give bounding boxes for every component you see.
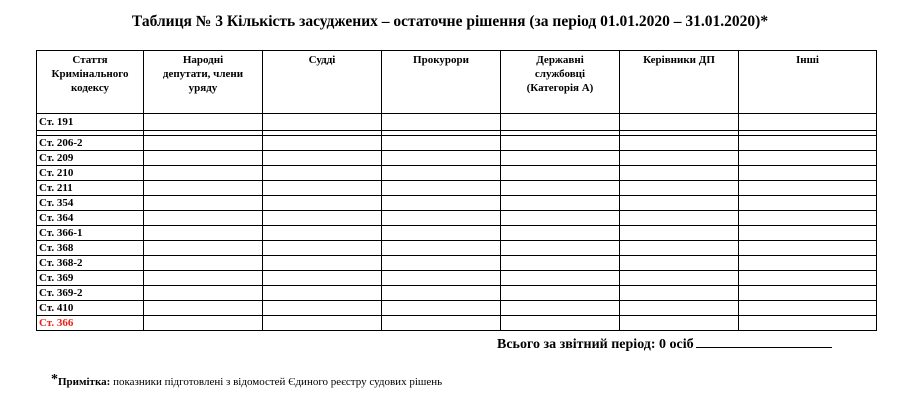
article-cell: Ст. 369 [37, 271, 144, 286]
value-cell [382, 241, 501, 256]
value-cell [620, 241, 739, 256]
value-cell [263, 241, 382, 256]
column-header [37, 51, 144, 114]
value-cell [263, 286, 382, 301]
value-cell [144, 271, 263, 286]
article-cell: Ст. 354 [37, 196, 144, 211]
value-cell [739, 181, 877, 196]
table-header [37, 51, 877, 114]
footnote-label: Примітка: [58, 376, 111, 388]
value-cell [739, 166, 877, 181]
column-header-line: (Категорія А) [526, 82, 594, 94]
value-cell [739, 211, 877, 226]
value-cell [501, 136, 620, 151]
total-underline [696, 333, 832, 348]
total-summary [497, 333, 832, 353]
value-cell [739, 256, 877, 271]
value-cell [620, 211, 739, 226]
value-cell [620, 256, 739, 271]
value-cell [620, 136, 739, 151]
value-cell [144, 226, 263, 241]
column-header-line: Державні [536, 54, 584, 66]
value-cell [263, 166, 382, 181]
article-cell: Ст. 410 [37, 301, 144, 316]
table-row [37, 316, 877, 331]
value-cell [263, 271, 382, 286]
table-row [37, 226, 877, 241]
column-header [620, 51, 739, 114]
value-cell [620, 181, 739, 196]
value-cell [620, 114, 739, 131]
value-cell [501, 271, 620, 286]
column-header-line: Кримінального [51, 68, 129, 80]
value-cell [144, 181, 263, 196]
value-cell [144, 301, 263, 316]
header-row [37, 51, 877, 114]
value-cell [144, 286, 263, 301]
value-cell [739, 196, 877, 211]
column-header-line: уряду [188, 82, 218, 94]
footnote-star: * [51, 372, 58, 387]
column-header-line: Стаття [72, 54, 108, 66]
value-cell [501, 256, 620, 271]
value-cell [501, 241, 620, 256]
table-row [37, 286, 877, 301]
column-header-line: Народні [182, 54, 224, 66]
value-cell [263, 301, 382, 316]
value-cell [382, 166, 501, 181]
value-cell [501, 301, 620, 316]
value-cell [144, 241, 263, 256]
value-cell [739, 286, 877, 301]
column-header-line: Судді [308, 54, 336, 66]
value-cell [739, 271, 877, 286]
value-cell [739, 241, 877, 256]
footnote [51, 372, 442, 388]
value-cell [739, 226, 877, 241]
value-cell [501, 286, 620, 301]
article-cell: Ст. 369-2 [37, 286, 144, 301]
value-cell [501, 196, 620, 211]
column-header-line: Прокурори [413, 54, 469, 66]
table-row [37, 151, 877, 166]
value-cell [739, 151, 877, 166]
table-row [37, 241, 877, 256]
page-title: Таблиця № 3 Кількість засуджених – остаточне рішення (за період 01.01.2020 – 31.01.2020)* [131, 13, 769, 30]
value-cell [263, 256, 382, 271]
value-cell [501, 181, 620, 196]
column-header [263, 51, 382, 114]
footnote-text: показники підготовлені з відомостей Єдиного реєстру судових рішень [110, 376, 443, 388]
table-body [37, 114, 877, 331]
value-cell [620, 166, 739, 181]
value-cell [263, 316, 382, 331]
value-cell [501, 166, 620, 181]
value-cell [263, 211, 382, 226]
value-cell [144, 136, 263, 151]
value-cell [263, 181, 382, 196]
table-row [37, 196, 877, 211]
article-cell: Ст. 211 [37, 181, 144, 196]
column-header-line: кодексу [70, 82, 110, 94]
value-cell [382, 301, 501, 316]
article-cell: Ст. 366-1 [37, 226, 144, 241]
value-cell [620, 226, 739, 241]
value-cell [144, 256, 263, 271]
value-cell [501, 211, 620, 226]
value-cell [263, 196, 382, 211]
article-cell: Ст. 368 [37, 241, 144, 256]
value-cell [144, 196, 263, 211]
column-header [739, 51, 877, 114]
value-cell [382, 151, 501, 166]
table-row [37, 271, 877, 286]
column-header-line: Керівники ДП [643, 54, 715, 66]
column-header [501, 51, 620, 114]
value-cell [382, 226, 501, 241]
table-row [37, 181, 877, 196]
article-cell: Ст. 210 [37, 166, 144, 181]
article-cell: Ст. 191 [37, 114, 144, 131]
value-cell [144, 151, 263, 166]
article-cell: Ст. 366 [37, 316, 144, 331]
article-cell: Ст. 209 [37, 151, 144, 166]
value-cell [263, 136, 382, 151]
value-cell [739, 301, 877, 316]
value-cell [620, 286, 739, 301]
value-cell [144, 114, 263, 131]
value-cell [739, 136, 877, 151]
table-row [37, 211, 877, 226]
value-cell [620, 151, 739, 166]
value-cell [382, 114, 501, 131]
article-cell: Ст. 364 [37, 211, 144, 226]
convictions-table [36, 50, 877, 331]
value-cell [382, 286, 501, 301]
value-cell [382, 211, 501, 226]
value-cell [382, 196, 501, 211]
value-cell [620, 271, 739, 286]
column-header [382, 51, 501, 114]
column-header-line: Інші [796, 54, 819, 66]
table-row [37, 301, 877, 316]
value-cell [144, 166, 263, 181]
value-cell [620, 316, 739, 331]
table-row [37, 256, 877, 271]
total-text: Всього за звітний період: 0 осіб [497, 337, 694, 352]
value-cell [620, 301, 739, 316]
table-row [37, 136, 877, 151]
value-cell [144, 211, 263, 226]
value-cell [382, 316, 501, 331]
table-row [37, 114, 877, 131]
value-cell [739, 114, 877, 131]
value-cell [382, 136, 501, 151]
table-row [37, 166, 877, 181]
value-cell [739, 316, 877, 331]
value-cell [263, 151, 382, 166]
value-cell [620, 196, 739, 211]
article-cell: Ст. 368-2 [37, 256, 144, 271]
article-cell: Ст. 206-2 [37, 136, 144, 151]
column-header-line: службовці [534, 68, 586, 80]
value-cell [382, 271, 501, 286]
value-cell [263, 226, 382, 241]
value-cell [144, 316, 263, 331]
value-cell [501, 226, 620, 241]
column-header [144, 51, 263, 114]
value-cell [501, 151, 620, 166]
value-cell [263, 114, 382, 131]
value-cell [382, 181, 501, 196]
value-cell [501, 114, 620, 131]
value-cell [382, 256, 501, 271]
value-cell [501, 316, 620, 331]
column-header-line: депутати, члени [162, 68, 244, 80]
